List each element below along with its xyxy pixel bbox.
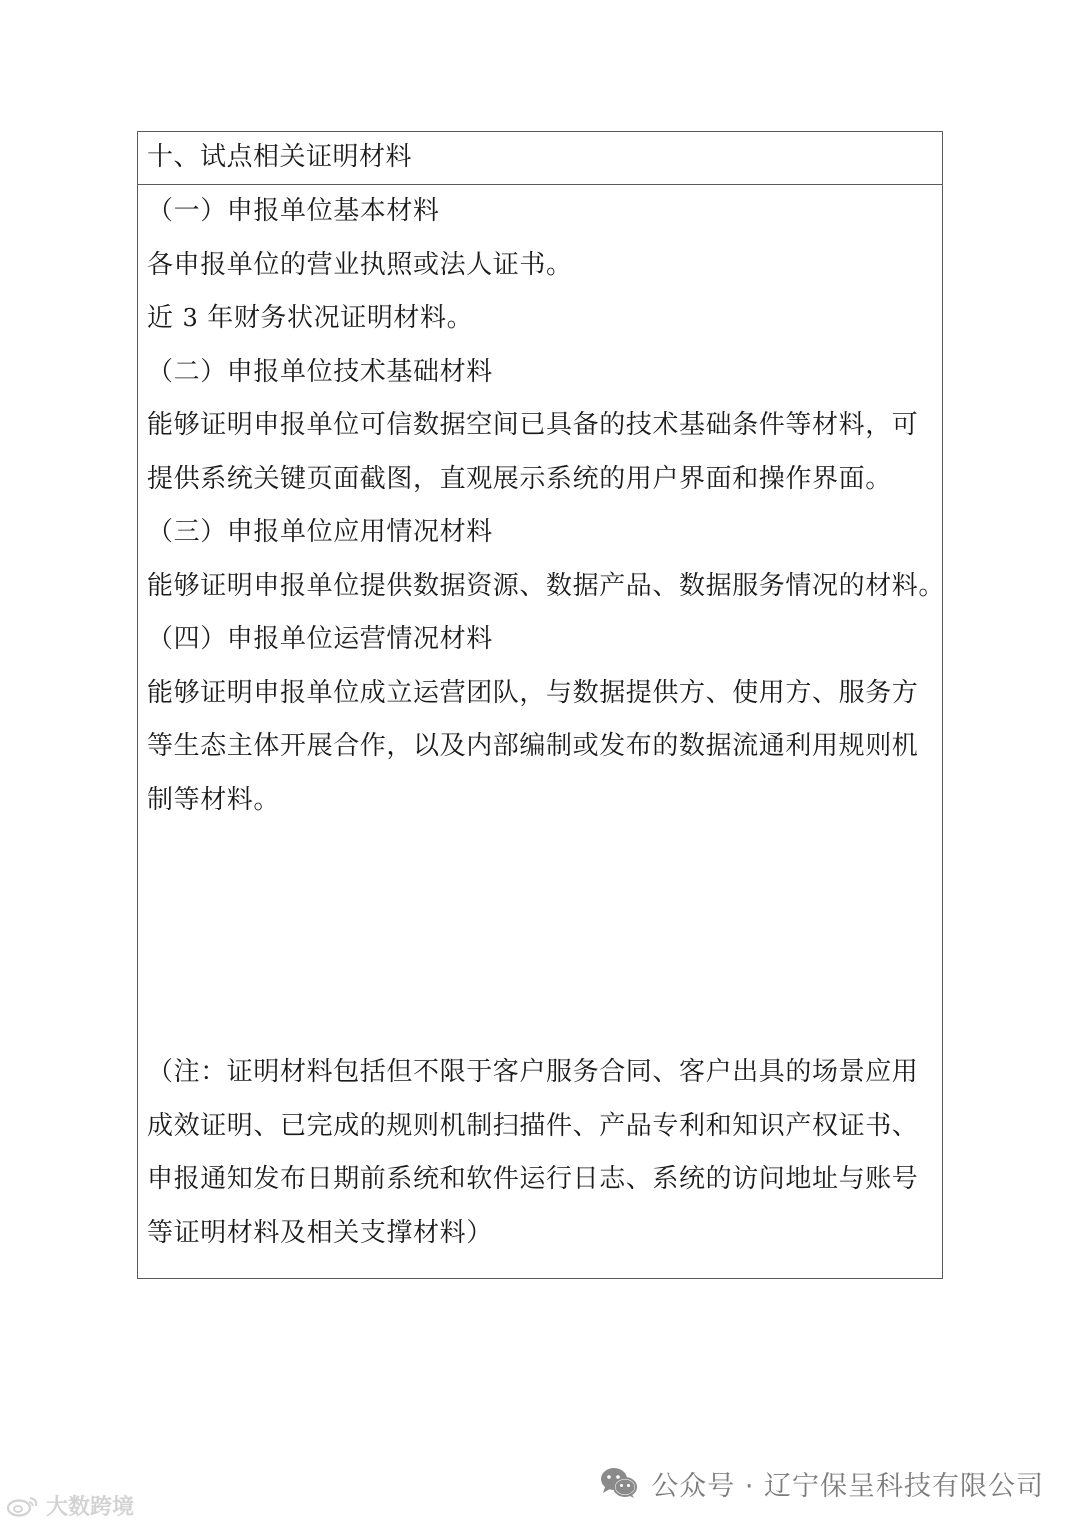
subsection-heading-2: （二）申报单位技术基础材料 [147,356,493,387]
item-2-prefix: 近 [147,303,174,333]
subsection-heading-1: （一）申报单位基本材料 [147,196,440,226]
operation-material-line-3: 制等材料。 [147,784,281,815]
note-line-4: 等证明材料及相关支撑材料） [147,1217,493,1248]
application-material-line-1: 能够证明申报单位提供数据资源、数据产品、数据服务情况的材料。 [147,570,946,601]
corner-watermark-text: 大数跨境 [46,1495,135,1520]
note-line-3: 申报通知发布日期前系统和软件运行日志、系统的访问地址与账号 [147,1164,919,1194]
tech-material-line-2: 提供系统关键页面截图，直观展示系统的用户界面和操作界面。 [147,463,892,494]
tech-material-line-1: 能够证明申报单位可信数据空间已具备的技术基础条件等材料，可 [147,410,919,440]
account-watermark [599,1460,1044,1506]
operation-material-line-2: 等生态主体开展合作，以及内部编制或发布的数据流通利用规则机 [147,731,919,761]
materials-content [138,185,946,1260]
weibo-icon [6,1495,40,1517]
operation-material-line-1: 能够证明申报单位成立运营团队，与数据提供方、使用方、服务方 [147,677,919,708]
section-title: 十、试点相关证明材料 [138,132,942,185]
subsection-heading-4: （四）申报单位运营情况材料 [147,624,493,654]
item-2-number: 3 [182,304,199,332]
basic-material-item-1: 各申报单位的营业执照或法人证书。 [147,249,573,280]
basic-material-item-2 [147,292,934,346]
note-line-1: （注：证明材料包括但不限于客户服务合同、客户出具的场景应用 [147,1057,919,1087]
note-line-2: 成效证明、已完成的规则机制扫描件、产品专利和知识产权证书、 [147,1110,919,1141]
blank-space [147,827,934,1046]
corner-watermark [6,1490,134,1521]
materials-table [137,131,946,1279]
item-2-suffix: 年财务状况证明材料。 [207,303,474,333]
wechat-icon [599,1466,639,1500]
subsection-heading-3: （三）申报单位应用情况材料 [147,517,493,547]
watermark-text: 公众号 · 辽宁保呈科技有限公司 [651,1470,1044,1502]
